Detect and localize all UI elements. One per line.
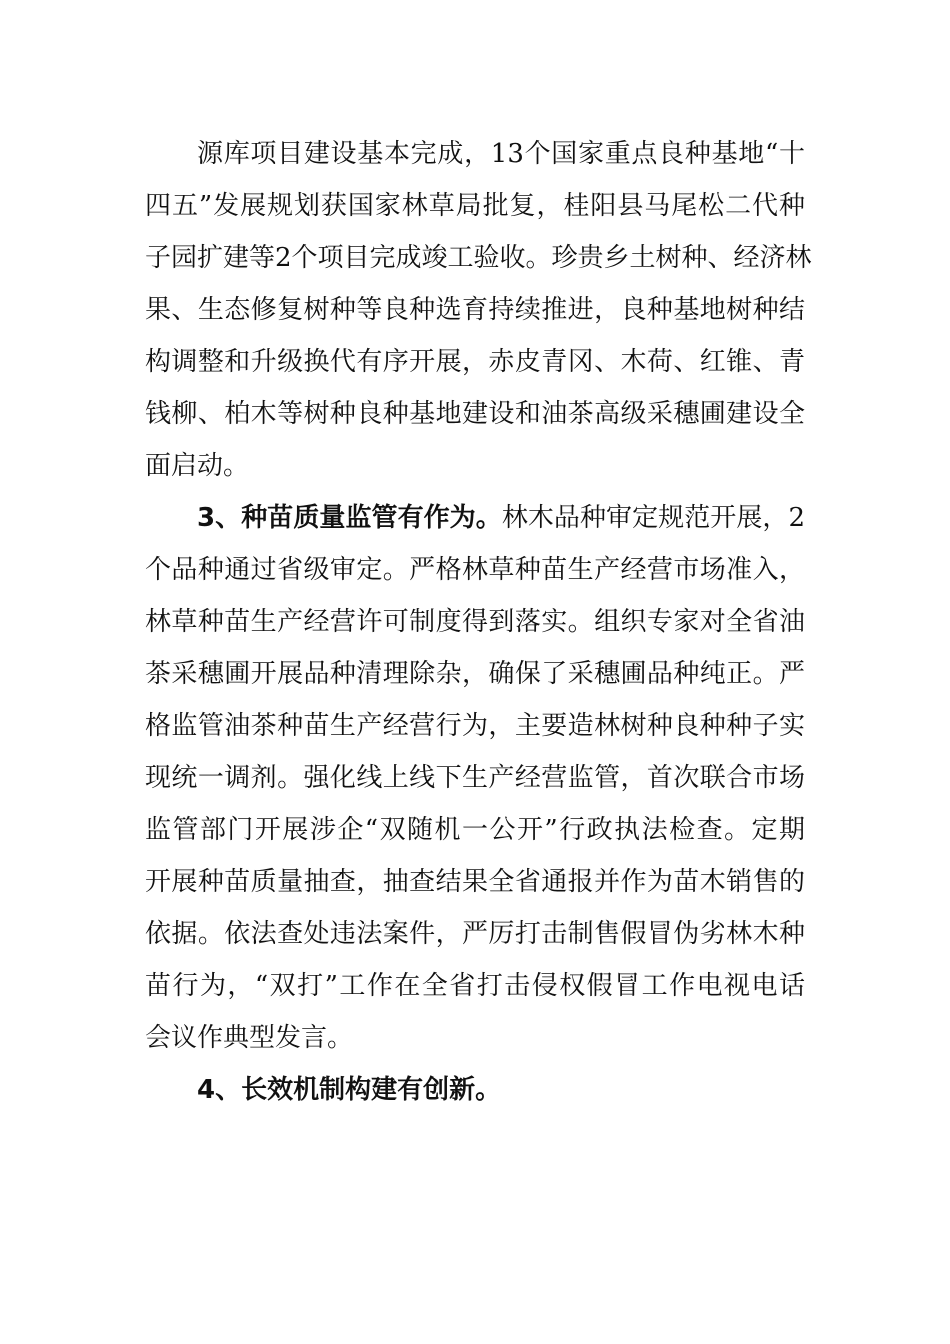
section-heading-3: 3、种苗质量监管有作为。 [197,503,502,533]
paragraph2-line-3: 林草种苗生产经营许可制度得到落实。组织专家对全省油 [145,607,805,637]
paragraph2-line-8: 开展种苗质量抽查，抽查结果全省通报并作为苗木销售的 [145,867,805,897]
paragraph1-line-4: 果、生态修复树种等良种选育持续推进，良种基地树种结 [145,295,805,325]
paragraph2-line-5: 格监管油茶种苗生产经营行为，主要造林树种良种种子实 [145,711,805,741]
paragraph1-line-2: 四五”发展规划获国家林草局批复，桂阳县马尾松二代种 [145,191,805,221]
paragraph2-line-1 [197,492,805,544]
paragraph1-line-7: 面启动。 [145,451,250,481]
paragraph2-line-2: 个品种通过省级审定。严格林草种苗生产经营市场准入， [145,555,805,585]
paragraph2-line-4: 茶采穗圃开展品种清理除杂，确保了采穗圃品种纯正。严 [145,659,805,689]
paragraph1-line-3: 子园扩建等2个项目完成竣工验收。珍贵乡土树种、经济林 [145,243,812,273]
paragraph1-line-6: 钱柳、柏木等树种良种基地建设和油茶高级采穗圃建设全 [145,399,805,429]
paragraph2-first-line-text: 林木品种审定规范开展，2 [501,503,806,533]
paragraph2-line-7: 监管部门开展涉企“双随机一公开”行政执法检查。定期 [145,815,805,845]
paragraph2-line-10: 苗行为，“双打”工作在全省打击侵权假冒工作电视电话 [145,971,805,1001]
paragraph2-line-9: 依据。依法查处违法案件，严厉打击制售假冒伪劣林木种 [145,919,805,949]
paragraph1-line-5: 构调整和升级换代有序开展，赤皮青冈、木荷、红锥、青 [145,347,805,377]
paragraph2-line-11: 会议作典型发言。 [145,1023,354,1053]
paragraph3-line-1 [197,1064,805,1116]
paragraph1-line-1: 源库项目建设基本完成，13个国家重点良种基地“十 [197,139,805,169]
section-heading-4: 4、长效机制构建有创新。 [197,1075,502,1105]
paragraph2-line-6: 现统一调剂。强化线上线下生产经营监管，首次联合市场 [145,763,805,793]
